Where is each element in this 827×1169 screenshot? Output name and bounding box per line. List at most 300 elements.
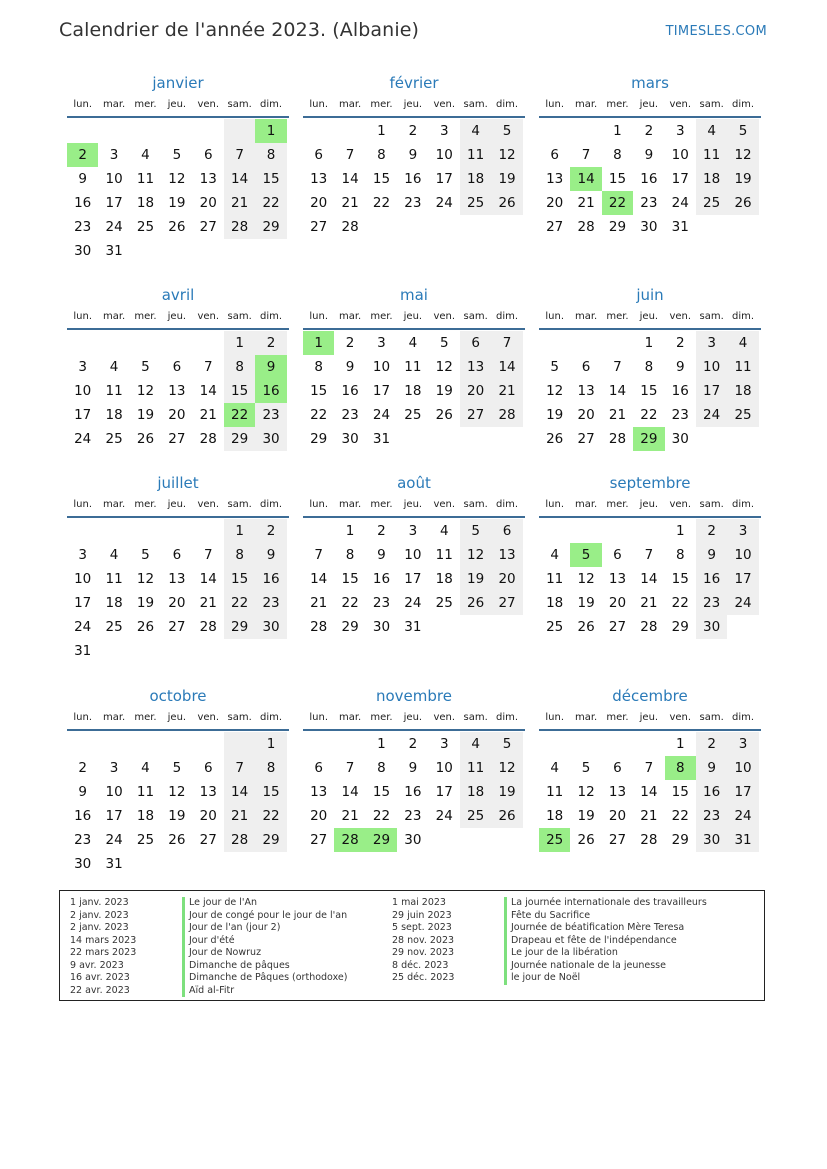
day-cell: 5: [727, 119, 758, 143]
day-cell: 7: [203, 547, 213, 563]
day-cell: 17: [74, 595, 92, 611]
empty-cell: [224, 732, 255, 756]
day-cell: 15: [640, 383, 658, 399]
weekday-label: mar.: [574, 499, 598, 510]
legend-holiday-name: Jour de l'an (jour 2): [189, 922, 281, 933]
day-cell: 9: [408, 147, 418, 163]
day-cell: 10: [727, 543, 758, 567]
legend-date: 9 avr. 2023: [70, 959, 124, 971]
day-cell: 28: [310, 619, 328, 635]
weekday-label: mer.: [134, 712, 157, 723]
day-cell: 31: [404, 619, 422, 635]
day-cell: 8: [377, 760, 386, 776]
weekday-label: ven.: [433, 99, 456, 110]
day-cell: 17: [727, 780, 758, 804]
day-cell: 28: [199, 619, 217, 635]
day-cell: 30: [640, 219, 658, 235]
weekday-label: jeu.: [167, 712, 187, 723]
day-cell: 29: [671, 619, 689, 635]
day-cell: 14: [640, 784, 658, 800]
day-cell: 25: [460, 804, 491, 828]
empty-cell: [334, 732, 365, 756]
day-cell: 10: [671, 147, 689, 163]
day-cell: 11: [696, 143, 727, 167]
weekday-label: jeu.: [403, 311, 423, 322]
day-cell: 22: [310, 407, 328, 423]
day-cell: 5: [172, 147, 182, 163]
weekday-label: mer.: [606, 499, 629, 510]
day-cell: 17: [404, 571, 422, 587]
day-cell: 22: [372, 195, 391, 211]
day-cell: 26: [491, 191, 522, 215]
day-cell: 3: [727, 519, 758, 543]
day-cell: 2: [644, 123, 654, 139]
day-cell: 4: [696, 119, 727, 143]
weekday-label: mar.: [574, 99, 598, 110]
day-cell: 28: [640, 832, 658, 848]
day-cell: 23: [404, 808, 422, 824]
empty-cell: [98, 519, 129, 543]
day-cell: 20: [199, 195, 217, 211]
day-cell: 31: [74, 643, 92, 659]
day-cell: 23: [74, 219, 92, 235]
day-cell: 26: [577, 619, 595, 635]
weekday-label: sam.: [463, 311, 488, 322]
day-cell: 24: [105, 219, 123, 235]
day-cell: 29: [255, 828, 286, 852]
weekday-label: dim.: [496, 311, 519, 322]
day-cell: 11: [546, 784, 564, 800]
day-cell: 15: [255, 167, 286, 191]
holiday-day: 5: [570, 543, 601, 567]
weekday-label: dim.: [496, 712, 519, 723]
weekday-label: ven.: [669, 712, 692, 723]
day-cell: 2: [675, 335, 685, 351]
day-cell: 10: [105, 171, 123, 187]
day-cell: 11: [105, 383, 123, 399]
day-cell: 4: [550, 760, 559, 776]
weekday-label: jeu.: [639, 499, 659, 510]
weekday-label: sam.: [699, 499, 724, 510]
day-cell: 6: [314, 760, 323, 776]
day-cell: 25: [105, 431, 123, 447]
day-cell: 19: [435, 383, 453, 399]
day-cell: 7: [581, 147, 591, 163]
day-cell: 7: [314, 547, 323, 563]
day-cell: 13: [199, 784, 217, 800]
day-cell: 20: [460, 379, 491, 403]
day-cell: 24: [372, 407, 391, 423]
day-cell: 12: [168, 784, 186, 800]
weekday-label: dim.: [496, 99, 519, 110]
day-cell: 30: [74, 856, 92, 872]
day-cell: 12: [168, 171, 186, 187]
day-cell: 12: [491, 143, 522, 167]
day-cell: 25: [136, 832, 155, 848]
day-cell: 10: [74, 383, 92, 399]
day-cell: 10: [74, 571, 92, 587]
day-cell: 30: [696, 615, 727, 639]
day-cell: 21: [224, 191, 255, 215]
day-cell: 9: [408, 760, 418, 776]
weekday-label: ven.: [433, 311, 456, 322]
weekday-label: ven.: [197, 311, 220, 322]
day-cell: 27: [608, 832, 627, 848]
weekday-label: dim.: [260, 99, 283, 110]
weekday-header: [67, 310, 289, 330]
day-cell: 30: [341, 431, 359, 447]
day-cell: 27: [168, 431, 186, 447]
day-cell: 13: [546, 171, 564, 187]
legend-holiday-name: Jour de Nowruz: [189, 947, 262, 958]
legend-holiday-name: Dimanche de Pâques (orthodoxe): [189, 972, 348, 983]
day-cell: 6: [613, 760, 622, 776]
brand-link[interactable]: TIMESLES.COM: [665, 24, 767, 39]
legend-holiday-name: Le jour de la libération: [511, 947, 618, 958]
day-cell: 16: [341, 383, 359, 399]
weekday-label: lun.: [73, 99, 93, 110]
day-cell: 24: [404, 595, 422, 611]
empty-cell: [334, 119, 365, 143]
day-cell: 1: [675, 523, 685, 539]
empty-cell: [224, 119, 255, 143]
day-cell: 20: [491, 567, 522, 591]
day-cell: 3: [675, 123, 685, 139]
day-cell: 17: [105, 808, 123, 824]
month-avril: [67, 285, 289, 451]
weekday-label: sam.: [227, 499, 252, 510]
day-cell: 5: [439, 335, 449, 351]
weekday-label: jeu.: [167, 311, 187, 322]
legend-holiday-name: Aïd al-Fitr: [189, 984, 235, 996]
day-cell: 24: [696, 403, 727, 427]
day-grid: [539, 119, 761, 239]
month-name: avril: [161, 286, 195, 304]
legend-date: 1 janv. 2023: [70, 897, 129, 908]
day-cell: 11: [460, 756, 491, 780]
month-mars: [539, 73, 761, 239]
day-cell: 18: [546, 808, 564, 824]
weekday-label: mer.: [134, 311, 157, 322]
day-cell: 6: [203, 147, 213, 163]
day-cell: 19: [577, 808, 595, 824]
day-cell: 23: [341, 407, 359, 423]
weekday-label: lun.: [309, 311, 329, 322]
day-cell: 31: [372, 431, 391, 447]
day-cell: 8: [224, 355, 255, 379]
day-cell: 27: [310, 832, 328, 848]
month-février: [303, 73, 525, 239]
day-grid: [67, 331, 289, 451]
day-cell: 26: [491, 804, 522, 828]
day-grid: [303, 519, 525, 639]
weekday-label: ven.: [669, 311, 692, 322]
day-cell: 5: [491, 119, 522, 143]
legend-date: 2 janv. 2023: [70, 909, 129, 921]
day-cell: 4: [550, 547, 559, 563]
day-grid: [539, 732, 761, 852]
day-cell: 21: [608, 407, 627, 423]
weekday-label: jeu.: [403, 499, 423, 510]
weekday-label: mar.: [102, 311, 126, 322]
weekday-label: dim.: [732, 99, 755, 110]
day-cell: 6: [172, 547, 182, 563]
day-cell: 24: [435, 808, 453, 824]
day-cell: 13: [310, 784, 328, 800]
day-cell: 2: [377, 523, 386, 539]
day-cell: 4: [460, 732, 491, 756]
day-cell: 21: [640, 808, 658, 824]
day-cell: 14: [199, 383, 217, 399]
day-cell: 2: [696, 732, 727, 756]
weekday-label: mer.: [370, 712, 393, 723]
empty-cell: [303, 119, 334, 143]
day-cell: 9: [644, 147, 654, 163]
day-cell: 4: [408, 335, 418, 351]
day-cell: 10: [435, 147, 453, 163]
weekday-label: mar.: [574, 712, 598, 723]
day-cell: 20: [608, 808, 627, 824]
holiday-day: 2: [67, 143, 98, 167]
day-cell: 29: [255, 215, 286, 239]
empty-cell: [98, 119, 129, 143]
empty-cell: [98, 331, 129, 355]
day-cell: 3: [727, 732, 758, 756]
day-cell: 19: [136, 595, 155, 611]
legend-holiday-name: Dimanche de pâques: [189, 959, 290, 971]
day-cell: 9: [675, 359, 685, 375]
empty-cell: [193, 732, 224, 756]
holiday-day: 14: [570, 167, 601, 191]
month-name: mai: [400, 286, 428, 304]
day-cell: 24: [74, 619, 92, 635]
day-cell: 16: [255, 567, 286, 591]
day-cell: 13: [608, 571, 627, 587]
day-cell: 18: [105, 595, 123, 611]
day-cell: 4: [727, 331, 758, 355]
day-cell: 13: [608, 784, 627, 800]
legend-date: 25 déc. 2023: [392, 972, 455, 983]
day-cell: 18: [696, 167, 727, 191]
weekday-label: sam.: [463, 712, 488, 723]
month-name: janvier: [152, 74, 204, 92]
empty-cell: [193, 119, 224, 143]
day-cell: 3: [439, 736, 449, 752]
day-cell: 4: [439, 523, 449, 539]
day-cell: 2: [408, 736, 418, 752]
weekday-header: [303, 98, 525, 118]
day-cell: 27: [577, 431, 595, 447]
weekday-label: dim.: [732, 311, 755, 322]
weekday-label: sam.: [227, 311, 252, 322]
empty-cell: [602, 519, 633, 543]
day-cell: 8: [345, 547, 355, 563]
weekday-label: mar.: [338, 499, 362, 510]
day-cell: 2: [696, 519, 727, 543]
holiday-day: 28: [334, 828, 365, 852]
month-septembre: [539, 473, 761, 639]
weekday-label: mer.: [370, 99, 393, 110]
day-cell: 27: [546, 219, 564, 235]
legend-holiday-name: Jour d'été: [189, 934, 235, 946]
day-cell: 12: [577, 571, 595, 587]
weekday-header: [539, 310, 761, 330]
weekday-label: jeu.: [403, 99, 423, 110]
day-cell: 26: [136, 619, 155, 635]
day-cell: 7: [644, 547, 654, 563]
day-cell: 19: [168, 808, 186, 824]
empty-cell: [570, 519, 601, 543]
legend-dates-left: [70, 897, 180, 997]
day-cell: 10: [105, 784, 123, 800]
day-cell: 7: [644, 760, 654, 776]
day-cell: 27: [491, 591, 522, 615]
legend-date: 29 nov. 2023: [392, 947, 455, 958]
day-cell: 22: [255, 191, 286, 215]
day-cell: 27: [199, 219, 217, 235]
weekday-label: mar.: [574, 311, 598, 322]
empty-cell: [161, 331, 192, 355]
day-cell: 8: [613, 147, 622, 163]
day-cell: 3: [109, 147, 119, 163]
legend-date: 8 déc. 2023: [392, 959, 449, 971]
day-cell: 17: [696, 379, 727, 403]
day-cell: 11: [460, 143, 491, 167]
holiday-day: 29: [366, 828, 397, 852]
day-cell: 15: [224, 379, 255, 403]
day-cell: 19: [460, 567, 491, 591]
day-cell: 4: [460, 119, 491, 143]
day-cell: 19: [727, 167, 758, 191]
weekday-header: [303, 498, 525, 518]
weekday-label: dim.: [260, 499, 283, 510]
day-cell: 23: [640, 195, 658, 211]
day-cell: 29: [341, 619, 359, 635]
day-cell: 23: [696, 804, 727, 828]
day-cell: 30: [671, 431, 689, 447]
day-cell: 11: [105, 571, 123, 587]
weekday-label: dim.: [732, 499, 755, 510]
day-cell: 20: [310, 195, 328, 211]
day-cell: 9: [345, 359, 355, 375]
day-cell: 6: [314, 147, 323, 163]
day-cell: 30: [372, 619, 391, 635]
day-cell: 16: [640, 171, 658, 187]
day-cell: 27: [460, 403, 491, 427]
day-cell: 1: [675, 736, 685, 752]
page-title: Calendrier de l'année 2023. (Albanie): [59, 19, 419, 41]
day-cell: 19: [491, 780, 522, 804]
day-cell: 9: [78, 784, 87, 800]
empty-cell: [161, 119, 192, 143]
weekday-label: lun.: [309, 499, 329, 510]
day-cell: 8: [224, 543, 255, 567]
day-cell: 24: [105, 832, 123, 848]
day-cell: 11: [136, 171, 155, 187]
day-cell: 25: [696, 191, 727, 215]
day-cell: 30: [74, 243, 92, 259]
day-cell: 12: [577, 784, 595, 800]
day-cell: 7: [224, 143, 255, 167]
day-cell: 16: [372, 571, 391, 587]
month-name: août: [397, 474, 431, 492]
day-cell: 15: [372, 171, 391, 187]
day-cell: 14: [341, 784, 359, 800]
day-cell: 12: [435, 359, 453, 375]
day-cell: 29: [224, 615, 255, 639]
empty-cell: [193, 331, 224, 355]
weekday-label: lun.: [73, 499, 93, 510]
day-cell: 5: [550, 359, 559, 375]
empty-cell: [303, 732, 334, 756]
day-cell: 4: [109, 359, 119, 375]
weekday-label: mar.: [338, 712, 362, 723]
day-cell: 10: [696, 355, 727, 379]
day-cell: 16: [671, 383, 689, 399]
weekday-label: mar.: [102, 99, 126, 110]
day-cell: 17: [727, 567, 758, 591]
legend-date: 22 avr. 2023: [70, 984, 130, 996]
day-cell: 10: [372, 359, 391, 375]
day-cell: 9: [78, 171, 87, 187]
day-cell: 5: [141, 359, 150, 375]
day-cell: 15: [341, 571, 359, 587]
day-cell: 23: [372, 595, 391, 611]
day-cell: 17: [435, 784, 453, 800]
day-cell: 23: [696, 591, 727, 615]
weekday-label: jeu.: [167, 499, 187, 510]
day-cell: 20: [199, 808, 217, 824]
day-grid: [303, 119, 525, 239]
day-cell: 11: [546, 571, 564, 587]
day-cell: 27: [608, 619, 627, 635]
day-cell: 19: [136, 407, 155, 423]
day-cell: 21: [640, 595, 658, 611]
weekday-label: ven.: [197, 99, 220, 110]
legend-names-left: [182, 897, 347, 997]
weekday-label: mer.: [606, 311, 629, 322]
empty-cell: [67, 519, 98, 543]
day-cell: 9: [255, 543, 286, 567]
day-cell: 21: [341, 808, 359, 824]
day-cell: 24: [435, 195, 453, 211]
empty-cell: [130, 519, 161, 543]
day-cell: 11: [435, 547, 453, 563]
empty-cell: [570, 331, 601, 355]
holiday-day: 22: [224, 403, 255, 427]
day-cell: 26: [546, 431, 564, 447]
legend-dates-right: [392, 897, 502, 985]
day-cell: 24: [727, 804, 758, 828]
weekday-label: ven.: [669, 499, 692, 510]
day-cell: 7: [203, 359, 213, 375]
empty-cell: [303, 519, 334, 543]
holiday-day: 29: [633, 427, 664, 451]
legend-date: 22 mars 2023: [70, 947, 137, 958]
day-cell: 8: [644, 359, 654, 375]
legend-holiday-name: La journée internationale des travailleurs: [511, 897, 707, 908]
day-cell: 23: [255, 591, 286, 615]
legend-date: 14 mars 2023: [70, 934, 137, 946]
day-cell: 19: [546, 407, 564, 423]
day-cell: 27: [199, 832, 217, 848]
day-cell: 25: [435, 595, 453, 611]
day-cell: 12: [136, 571, 155, 587]
month-name: juillet: [157, 474, 199, 492]
weekday-header: [539, 711, 761, 731]
day-cell: 31: [727, 828, 758, 852]
day-cell: 7: [224, 756, 255, 780]
